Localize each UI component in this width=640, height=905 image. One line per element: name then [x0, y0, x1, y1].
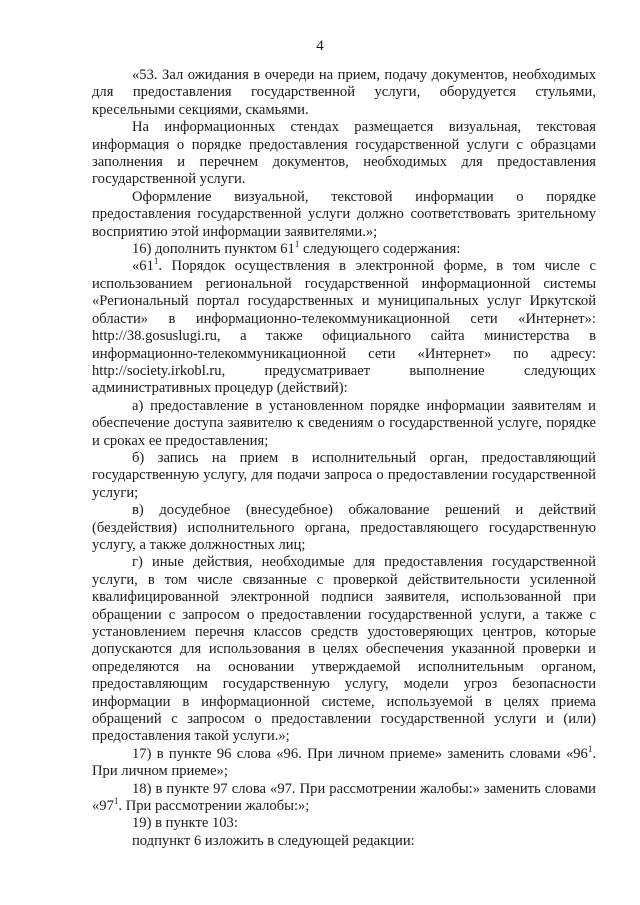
paragraph-item-a: а) предоставление в установленном порядке информации заявителям и обеспечение доступа заявителю к сведениям о государственной услуге, порядке и сроках ее предоставления; [92, 397, 596, 449]
page-number: 4 [316, 38, 324, 54]
paragraph-19-item-103: 19) в пункте 103: [132, 815, 238, 832]
paragraph-visual-info: Оформление визуальной, текстовой информации о порядке предоставления государственной услуги должно соответствовать зрительному восприятию этой информации заявителями.»; [92, 188, 596, 240]
paragraph-item-b: б) запись на прием в исполнительный орган, предоставляющий государственную услугу, для подачи запроса о предоставлении государственной услуги; [92, 449, 596, 501]
paragraph-info-stands: На информационных стендах размещается визуальная, текстовая информация о порядке предоставления государственной услуги с образцами заполнения и перечнем документов, необходимых для предоставления государственной услуги. [92, 119, 596, 188]
document-body [92, 67, 596, 850]
paragraph-subitem-6: подпункт 6 изложить в следующей редакции: [132, 832, 415, 849]
paragraph-61-1-electronic-form: «$61^1$. Порядок осуществления в электронной форме, в том числе с использованием региональной государственной информационной системы «Региональный портал государственных и муниципальных услуг Иркутской области» в информационно-телекоммуникационной сети «Интернет»: http://38.gosuslugi.ru, а также официального сайта министерства в информационно-телекоммуникационной сети «Интернет» по адресу: http://society.irkobl.ru, предусматривает выполнение следующих административных процедур (действий): [92, 256, 596, 397]
paragraph-18-item-97: 18) в пункте 97 слова «97. При рассмотрении жалобы:» заменить словами «$97^1$. При рассмотрении жалобы:»; [92, 780, 596, 815]
paragraph-53-waiting-hall: «53. Зал ожидания в очереди на прием, подачу документов, необходимых для предоставления государственной услуги, оборудуется стульями, кресельными секциями, скамьями. [92, 67, 596, 118]
paragraph-item-g: г) иные действия, необходимые для предоставления государственной услуги, в том числе связанные с проверкой действительности усиленной квалифицированной электронной подписи заявителя, использованной при обращении с запросом о предоставлении государственной услуги, а также с установлением перечня классов средств удостоверяющих центров, которые допускаются для использования в целях обеспечения указанной проверки и определяются на основании утверждаемой исполнительным органом, предоставляющим государственную услугу, модели угроз безопасности информации в информационной системе, используемой в целях приема обращений с запросом о предоставлении государственной услуги и (или) предоставления такой услуги.»; [92, 554, 596, 745]
paragraph-16-add-item: 16) дополнить пунктом $61^1$ следующего содержания: [132, 239, 461, 258]
paragraph-17-item-96: 17) в пункте 96 слова «96. При личном приеме» заменить словами «$96^1$. При личном приеме»; [92, 743, 596, 780]
paragraph-item-v: в) досудебное (внесудебное) обжалование решений и действий (бездействия) исполнительного органа, предоставляющего государственную услугу, а также должностных лиц; [92, 502, 596, 553]
